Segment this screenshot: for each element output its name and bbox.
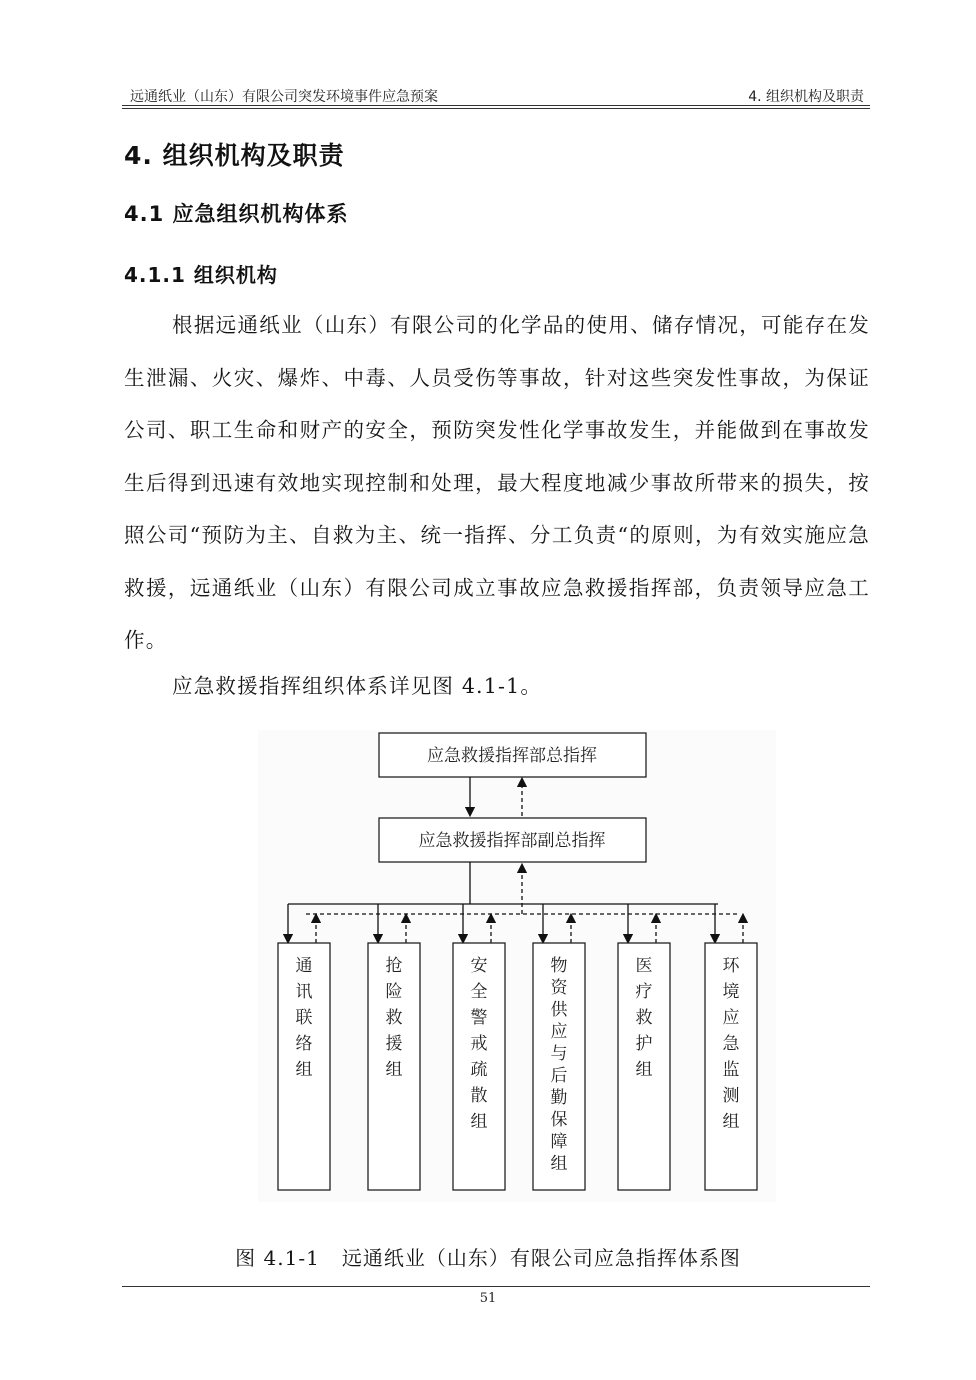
group-label: 抢险救援组 xyxy=(385,956,403,1080)
caption-number: 图 4.1-1 xyxy=(235,1246,320,1270)
running-header-title: 远通纸业（山东）有限公司突发环境事件应急预案 xyxy=(130,89,438,105)
section-heading: 4.1 应急组织机构体系 xyxy=(124,202,349,226)
group-label: 环境应急监测组 xyxy=(722,956,740,1132)
header-rule-secondary xyxy=(122,108,870,109)
org-chart-figure xyxy=(258,730,776,1202)
group-boxes xyxy=(278,904,757,1190)
figure-reference-paragraph: 应急救援指挥组织体系详见图 4.1-1。 xyxy=(172,674,543,698)
chapter-heading: 4. 组织机构及职责 xyxy=(124,141,345,170)
commander-label: 应急救援指挥部总指挥 xyxy=(427,746,597,766)
header-rule xyxy=(122,105,870,106)
org-chart-svg xyxy=(258,730,776,1202)
figure-caption xyxy=(0,1242,976,1271)
group-label: 医疗救护组 xyxy=(635,956,653,1080)
deputy-commander-label: 应急救援指挥部副总指挥 xyxy=(418,831,606,851)
caption-title: 远通纸业（山东）有限公司应急指挥体系图 xyxy=(341,1246,741,1270)
body-paragraph: 根据远通纸业（山东）有限公司的化学品的使用、储存情况，可能存在发生泄漏、火灾、爆炸、中毒、人员受伤等事故，针对这些突发性事故，为保证公司、职工生命和财产的安全，预防突发性化学事故发生，并能做到在事故发生后得到迅速有效地实现控制和处理，最大程度地减少事故所带来的损失，按照公司“预防为主、自救为主、统一指挥、分工负责“的原则，为有效实施应急救援，远通纸业（山东）有限公司成立事故应急救援指挥部，负责领导应急工作。 xyxy=(124,313,870,652)
group-label: 通讯联络组 xyxy=(295,956,313,1080)
subsection-heading: 4.1.1 组织机构 xyxy=(124,263,278,287)
footer-rule xyxy=(122,1286,870,1287)
group-label: 安全警戒疏散组 xyxy=(470,956,488,1132)
page-number: 51 xyxy=(479,1291,497,1306)
group-label: 物资供应与后勤保障组 xyxy=(550,956,568,1174)
running-header-section: 4. 组织机构及职责 xyxy=(748,89,864,105)
